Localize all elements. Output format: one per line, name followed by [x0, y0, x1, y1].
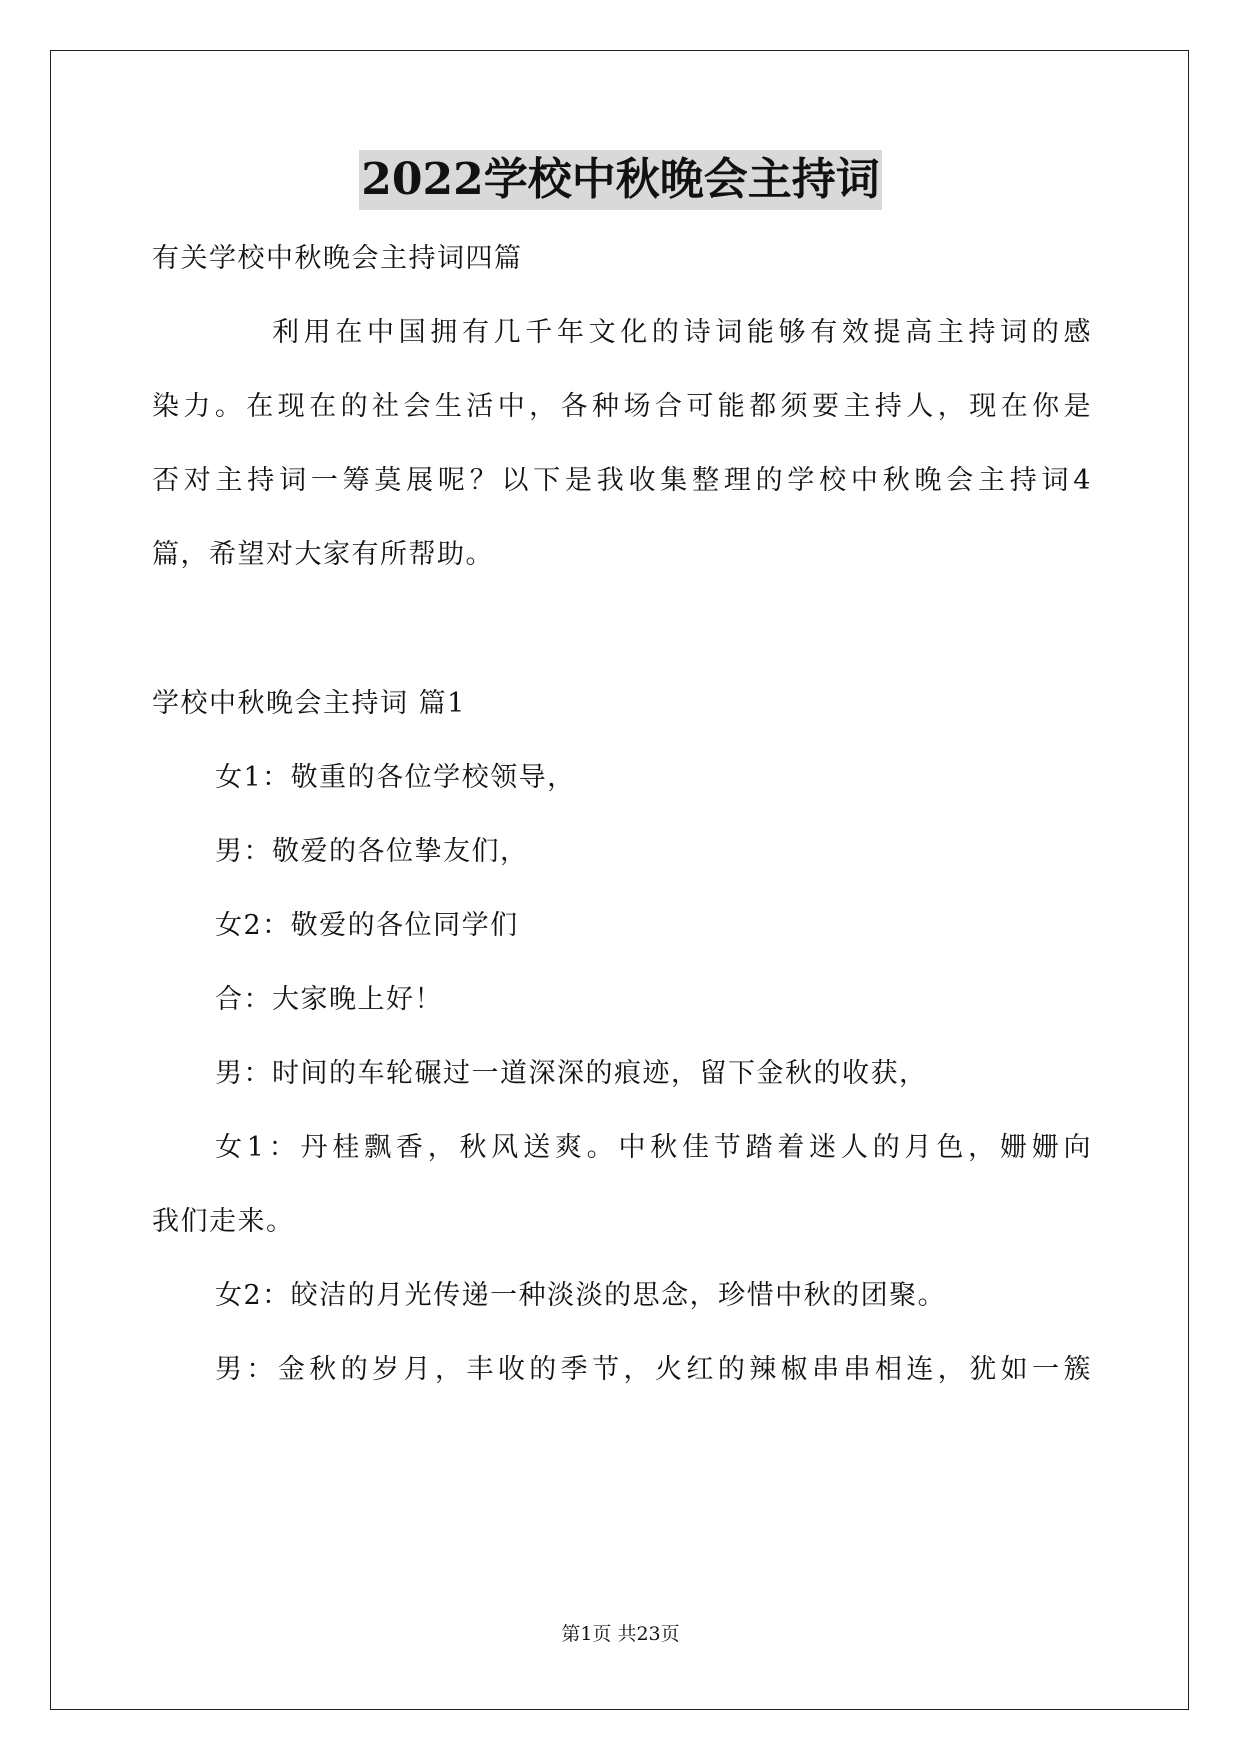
script-line-9: 男：金秋的岁月，丰收的季节，火红的辣椒串串相连，犹如一簇: [215, 1354, 1092, 1385]
script-line-8: 女2：皎洁的月光传递一种淡淡的思念，珍惜中秋的团聚。: [215, 1280, 947, 1311]
intro-line-2: 染力。在现在的社会生活中，各种场合可能都须要主持人，现在你是: [152, 391, 1092, 422]
script-line-2: 男：敬爱的各位挚友们，: [215, 836, 529, 867]
document-subtitle: 有关学校中秋晚会主持词四篇: [152, 243, 523, 274]
script-line-5: 男：时间的车轮碾过一道深深的痕迹，留下金秋的收获，: [215, 1058, 928, 1089]
page-border: [50, 50, 1189, 1710]
script-line-3: 女2：敬爱的各位同学们: [215, 910, 519, 941]
script-line-4: 合：大家晚上好！: [215, 984, 443, 1015]
script-line-1: 女1：敬重的各位学校领导，: [215, 762, 576, 793]
section-heading: 学校中秋晚会主持词 篇1: [152, 688, 466, 719]
script-line-7: 我们走来。: [152, 1206, 295, 1237]
document-title: 2022学校中秋晚会主持词: [359, 150, 881, 210]
intro-line-3: 否对主持词一筹莫展呢？以下是我收集整理的学校中秋晚会主持词4: [152, 465, 1092, 496]
intro-line-1: 利用在中国拥有几千年文化的诗词能够有效提高主持词的感: [272, 317, 1092, 348]
title-container: [0, 150, 1241, 210]
script-line-6: 女1：丹桂飘香，秋风送爽。中秋佳节踏着迷人的月色，姗姗向: [215, 1132, 1092, 1163]
intro-line-4: 篇，希望对大家有所帮助。: [152, 539, 494, 570]
page-footer: 第1页 共23页: [561, 1623, 680, 1645]
